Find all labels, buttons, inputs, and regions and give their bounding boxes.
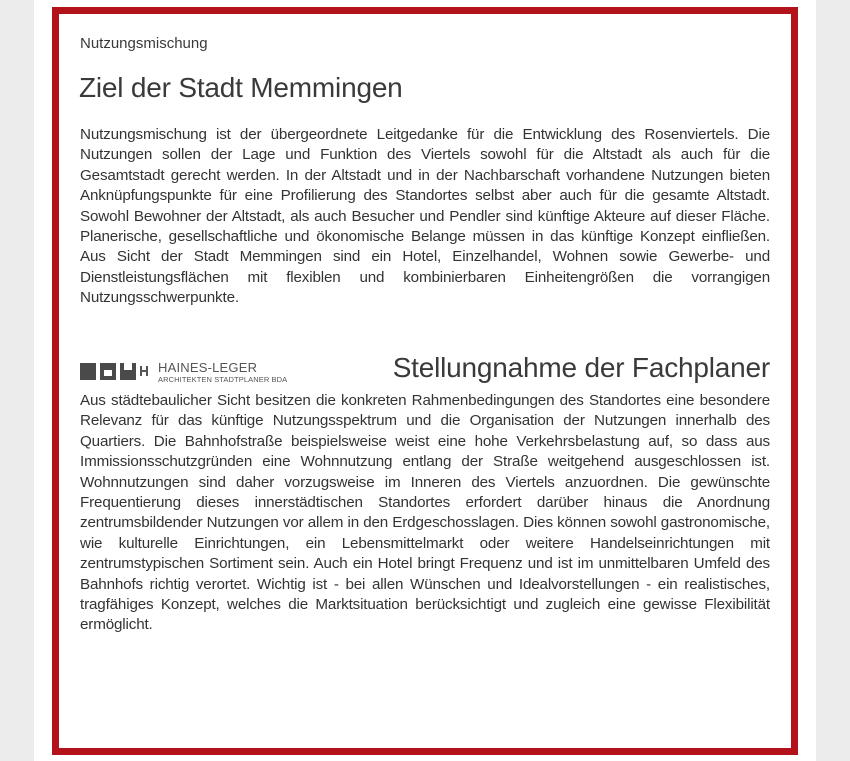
heading-city-goal: Ziel der Stadt Memmingen — [79, 72, 403, 103]
section-label: Nutzungsmischung — [80, 35, 208, 52]
haines-leger-logo — [80, 357, 320, 385]
logo-subtitle: ARCHITEKTEN STADTPLANER BDA — [158, 375, 288, 384]
logo-name: HAINES-LEGER — [158, 360, 258, 375]
heading-planner-statement: Stellungnahme der Fachplaner — [392, 352, 770, 383]
paragraph-planner-statement: Aus städtebaulicher Sicht besitzen die konkreten Rahmenbedingungen des Standortes eine besondere Relevanz für das künftige Nutzungsspektrum und die Organisation der Nutzungen innerhalb des Quartiers. Die Bahnhofstraße beispielsweise weist eine hohe Verkehrsbelastung auf, so dass aus Immissionsschutzgründen eine Wohnnutzung entlang der Straße weitgehend ausgeschlossen ist. Wohnnutzungen sind daher vorzugsweise im Inneren des Viertels anzuordnen. Die gewünschte Frequentierung dieses innerstädtischen Standortes erfordert darüber hinaus die Anordnung zentrumsbildender Nutzungen vor allem in den Erdgeschosslagen. Dies können sowohl gastronomische, wie kulturelle Einrichtungen, ein Lebensmittelmarkt oder weitere Handelseinrichtungen mit zentrumstypischen Sortiment sein. Auch ein Hotel bringt Frequenz und ist im unmittelbaren Umfeld des Bahnhofs richtig verortet. Wichtig ist - bei allen Wünschen und Idealvorstellungen - ein realistisches, tragfähiges Konzept, welches die Marktsituation berücksichtigt und zugleich eine gewisse Flexibilität ermöglicht. — [80, 392, 770, 634]
paragraph-city-goal: Nutzungsmischung ist der übergeordnete Leitgedanke für die Entwicklung des Rosenviertels. Die Nutzungen sollen der Lage und Funktion des Viertels sowohl für die Altstadt als auch für die Gesamtstadt gerecht werden. In der Altstadt und in der Nachbarschaft vorhandene Nutzungen bieten Anknüpfungspunkte für eine Profilierung des Standortes selbst aber auch für die gesamte Altstadt. Sowohl Bewohner der Altstadt, als auch Besucher und Pendler sind künftige Akteure auf dieser Fläche. Planerische, gesellschaftliche und ökonomische Belange müssen in das künftige Konzept einfließen. Aus Sicht der Stadt Memmingen sind ein Hotel, Einzelhandel, Wohnen sowie Gewerbe- und Dienstleistungsflächen mit flexiblen und kombinierbaren Einheitengrößen die vorrangigen Nutzungsschwerpunkte. — [80, 126, 770, 307]
